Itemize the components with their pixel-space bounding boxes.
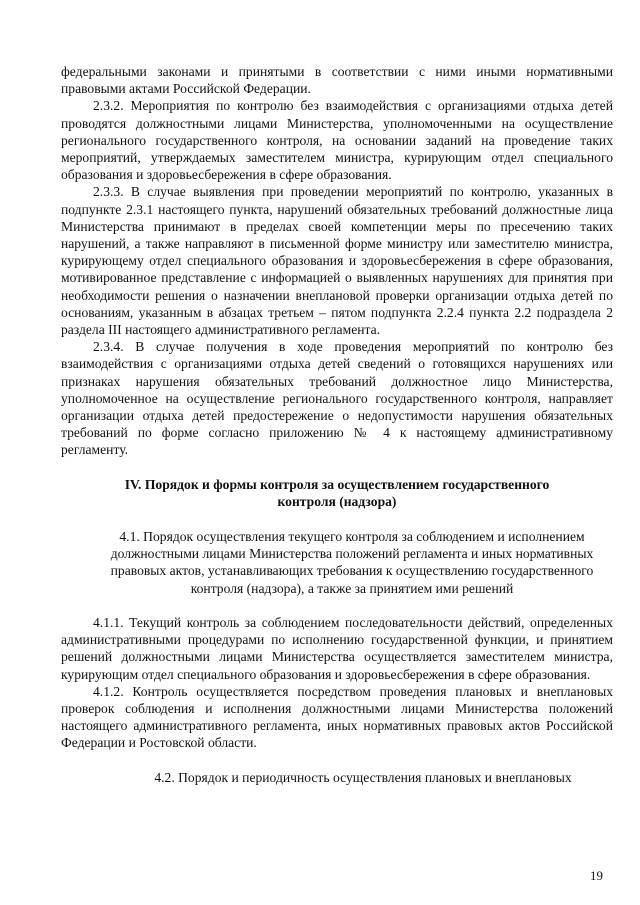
subsection-title: 4.1. Порядок осуществления текущего контроля за соблюдением и исполнением должностными лицами Министерства положений регламента и иных нормативных правовых актов, устанавливающих требования к осуществлению государственного контроля (надзора), а также за принятием ими решений (110, 529, 594, 596)
paragraph: федеральными законами и принятыми в соответствии с ними иными нормативными правовыми актами Российской Федерации. (61, 64, 613, 97)
subsection-title-2: 4.2. Порядок и периодичность осуществления плановых и внеплановых (154, 769, 572, 785)
paragraph: 2.3.3. В случае выявления при проведении мероприятий по контролю, указанных в подпункте 2.3.1 настоящего пункта, нарушений обязательных требований должностные лица Министерства принимают в пределах своей компетенции меры по пресечению таких нарушений, а также направляют в письменной форме министру или заместителю министра, курирующему отдел специального образования и здоровьесбережения в сфере образования, мотивированное представление с информацией о выявленных нарушениях для принятия при необходимости решения о назначении внеплановой проверки организации отдыха детей по основаниям, указанным в абзацах третьем – пятом подпункта 2.2.4 пункта 2.2 подраздела 2 раздела III настоящего административного регламента. (61, 184, 613, 338)
page-number: 19 (590, 868, 603, 883)
section-title: IV. Порядок и формы контроля за осуществлением государственного контроля (надзора) (124, 476, 550, 509)
paragraph: 4.1.2. Контроль осуществляется посредством проведения плановых и внеплановых проверок соблюдения и исполнения должностными лицами Министерства положений настоящего административного регламента, иных нормативных правовых актов Российской Федерации и Ростовской области. (61, 683, 613, 751)
paragraph: 2.3.4. В случае получения в ходе проведения мероприятий по контролю без взаимодействия с организациями отдыха детей сведений о готовящихся нарушениях или признаках нарушения обязательных требований должностное лицо Министерства, уполномоченное на осуществление регионального государственного контроля, направляет организации отдыха детей предостережение о недопустимости нарушения обязательных требований по форме согласно приложению № 4 к настоящему административному регламенту. (61, 339, 613, 458)
paragraph: 2.3.2. Мероприятия по контролю без взаимодействия с организациями отдыха детей проводятся должностными лицами Министерства, уполномоченными на осуществление регионального государственного контроля, на основании заданий на проведение таких мероприятий, утверждаемых заместителем министра, курирующим отдел специального образования и здоровьесбережения в сфере образования. (61, 98, 613, 183)
bottom-paragraphs (61, 614, 613, 752)
document-page (61, 63, 613, 786)
top-paragraphs (61, 63, 613, 459)
paragraph: 4.1.1. Текущий контроль за соблюдением последовательности действий, определенных административными процедурами по исполнению государственной функции, и принятием решений должностными лицами Министерства осуществляется заместителем министра, курирующим отдел специального образования и здоровьесбережения в сфере образования. (61, 614, 613, 682)
